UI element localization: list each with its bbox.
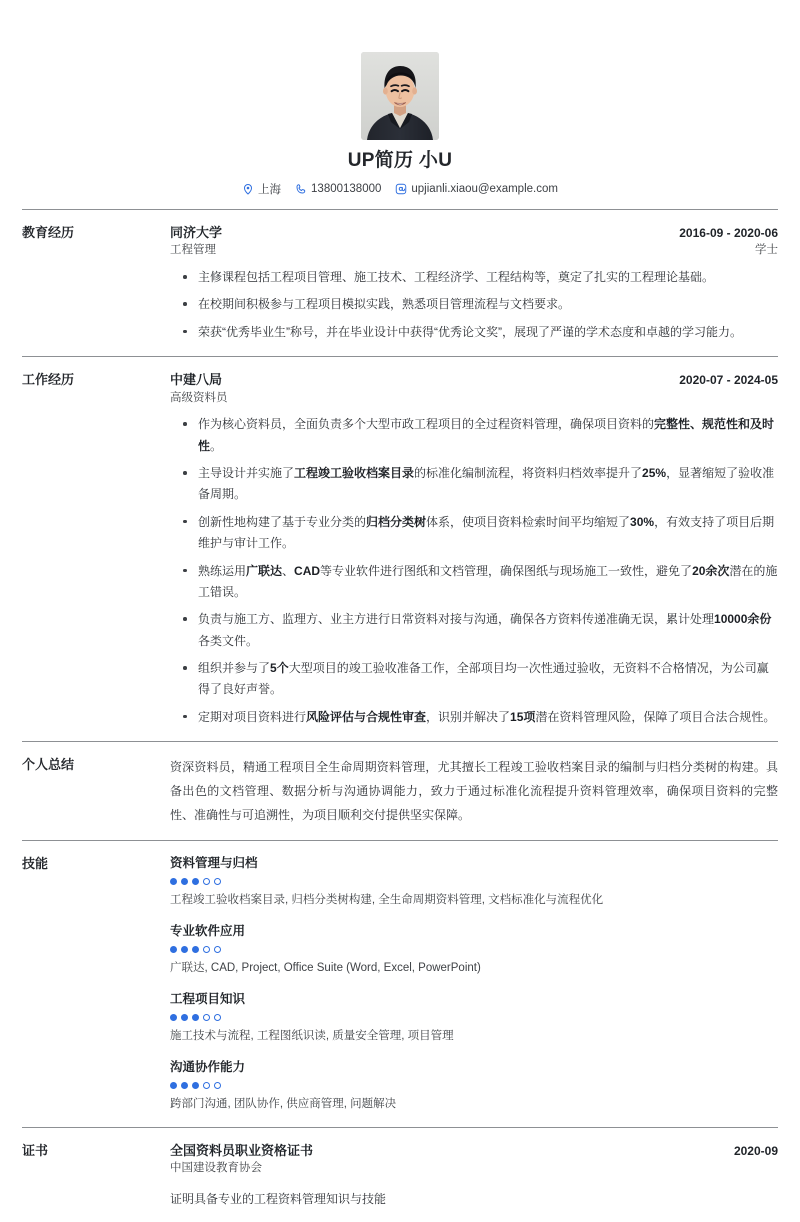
portrait-photo-icon	[361, 52, 439, 140]
rating-dot-empty	[203, 878, 210, 885]
work-bullets	[170, 414, 778, 728]
contact-bar	[22, 181, 778, 197]
education-date: 2016-09 - 2020-06	[679, 225, 778, 240]
skill-keywords: 施工技术与流程, 工程图纸识读, 质量安全管理, 项目管理	[170, 1030, 454, 1043]
rating-dot-filled	[192, 1082, 199, 1089]
education-school: 同济大学	[170, 224, 223, 240]
section-body-summary	[170, 755, 778, 827]
education-entry	[170, 223, 778, 343]
section-label-summary: 个人总结	[22, 757, 75, 773]
list-item: 作为核心资料员，全面负责多个大型市政工程项目的全过程资料管理，确保项目资料的完整性、规范性和及时性。	[170, 414, 778, 457]
section-body-work	[170, 370, 778, 728]
list-item: 在校期间积极参与工程项目模拟实践，熟悉项目管理流程与文档要求。	[170, 294, 778, 315]
rating-dot-filled	[192, 946, 199, 953]
contact-location	[242, 181, 281, 197]
section-label-education: 教育经历	[22, 224, 75, 240]
email-at-icon	[395, 183, 407, 195]
contact-email-value: upjianli.xiaou@example.com	[411, 182, 558, 195]
resume-header	[22, 0, 778, 209]
rating-dot-filled	[170, 878, 177, 885]
section-education	[22, 209, 778, 356]
section-label-skills: 技能	[22, 856, 49, 872]
rating-dot-filled	[192, 1014, 199, 1021]
rating-dot-filled	[192, 878, 199, 885]
rating-dot-empty	[214, 1082, 221, 1089]
skill-name: 专业软件应用	[170, 924, 246, 939]
rating-dot-empty	[214, 878, 221, 885]
skill-item	[170, 922, 778, 977]
contact-location-value: 上海	[258, 183, 282, 196]
section-label-certificate: 证书	[22, 1142, 49, 1158]
list-item: 主修课程包括工程项目管理、施工技术、工程经济学、工程结构等，奠定了扎实的工程理论基础。	[170, 267, 778, 288]
work-role: 高级资料员	[170, 391, 228, 404]
certificate-entry-subheader	[170, 1160, 778, 1178]
skill-name: 工程项目知识	[170, 992, 246, 1007]
skill-rating	[170, 1082, 778, 1089]
skill-keywords: 跨部门沟通, 团队协作, 供应商管理, 问题解决	[170, 1098, 397, 1111]
rating-dot-empty	[214, 946, 221, 953]
rating-dot-filled	[170, 1082, 177, 1089]
page-title: UP简历 小U	[347, 150, 453, 171]
skill-rating	[170, 1014, 778, 1021]
skill-rating	[170, 878, 778, 885]
education-major: 工程管理	[170, 244, 216, 257]
rating-dot-empty	[203, 1014, 210, 1021]
list-item: 主导设计并实施了工程竣工验收档案目录的标准化编制流程，将资料归档效率提升了25%，显著缩短了验收准备周期。	[170, 463, 778, 506]
skill-name: 资料管理与归档	[170, 856, 258, 871]
certificate-entry	[170, 1141, 778, 1210]
rating-dot-filled	[181, 1082, 188, 1089]
education-degree: 学士	[755, 244, 778, 257]
contact-phone-value: 13800138000	[311, 182, 382, 195]
certificate-description: 证明具备专业的工程资料管理知识与技能	[170, 1191, 387, 1206]
rating-dot-empty	[214, 1014, 221, 1021]
section-body-skills	[170, 854, 778, 1114]
rating-dot-empty	[203, 1082, 210, 1089]
certificate-issuer: 中国建设教育协会	[170, 1162, 262, 1175]
section-certificate	[22, 1127, 778, 1222]
work-entry-header	[170, 370, 778, 390]
education-entry-header	[170, 223, 778, 243]
work-entry	[170, 370, 778, 728]
contact-phone	[295, 183, 381, 195]
skill-keywords: 广联达, CAD, Project, Office Suite (Word, Excel, PowerPoint)	[170, 961, 481, 974]
rating-dot-filled	[170, 946, 177, 953]
skill-item	[170, 1058, 778, 1113]
skill-rating	[170, 946, 778, 953]
rating-dot-filled	[181, 878, 188, 885]
list-item: 创新性地构建了基于专业分类的归档分类树体系，使项目资料检索时间平均缩短了30%，有效支持了项目后期维护与审计工作。	[170, 512, 778, 555]
skill-item	[170, 854, 778, 909]
summary-text: 资深资料员，精通工程项目全生命周期资料管理，尤其擅长工程竣工验收档案目录的编制与归档分类树的构建。具备出色的文档管理、数据分析与沟通协调能力，致力于通过标准化流程提升资料管理效率，确保项目资料的完整性、准确性与可追溯性，为项目顺利交付提供坚实保障。	[170, 760, 778, 823]
certificate-entry-header	[170, 1141, 778, 1161]
section-summary	[22, 741, 778, 840]
work-company: 中建八局	[170, 372, 223, 388]
skill-item	[170, 990, 778, 1045]
section-body-education	[170, 223, 778, 343]
list-item: 熟练运用广联达、CAD等专业软件进行图纸和文档管理，确保图纸与现场施工一致性，避免了20余次潜在的施工错误。	[170, 561, 778, 604]
work-date: 2020-07 - 2024-05	[679, 373, 778, 388]
phone-icon	[295, 183, 307, 195]
rating-dot-filled	[181, 946, 188, 953]
avatar	[361, 52, 439, 140]
certificate-date: 2020-09	[733, 1143, 778, 1158]
section-skills	[22, 840, 778, 1127]
list-item: 荣获“优秀毕业生”称号，并在毕业设计中获得“优秀论文奖”，展现了严谨的学术态度和卓越的学习能力。	[170, 322, 778, 343]
rating-dot-empty	[203, 946, 210, 953]
list-item: 定期对项目资料进行风险评估与合规性审查，识别并解决了15项潜在资料管理风险，保障了项目合法合规性。	[170, 707, 778, 728]
certificate-name: 全国资料员职业资格证书	[170, 1142, 314, 1158]
section-body-certificate	[170, 1141, 778, 1210]
work-entry-subheader	[170, 390, 778, 408]
rating-dot-filled	[181, 1014, 188, 1021]
section-work	[22, 356, 778, 741]
section-label-work: 工作经历	[22, 372, 75, 388]
list-item: 负责与施工方、监理方、业主方进行日常资料对接与沟通，确保各方资料传递准确无误，累计处理10000余份各类文件。	[170, 609, 778, 652]
skill-keywords: 工程竣工验收档案目录, 归档分类树构建, 全生命周期资料管理, 文档标准化与流程优化	[170, 893, 604, 906]
list-item: 组织并参与了5个大型项目的竣工验收准备工作，全部项目均一次性通过验收，无资料不合格情况，为公司赢得了良好声誉。	[170, 658, 778, 701]
education-bullets	[170, 267, 778, 343]
contact-email	[395, 183, 558, 195]
skill-name: 沟通协作能力	[170, 1060, 246, 1075]
location-pin-icon	[242, 183, 254, 195]
rating-dot-filled	[170, 1014, 177, 1021]
education-entry-subheader	[170, 242, 778, 260]
